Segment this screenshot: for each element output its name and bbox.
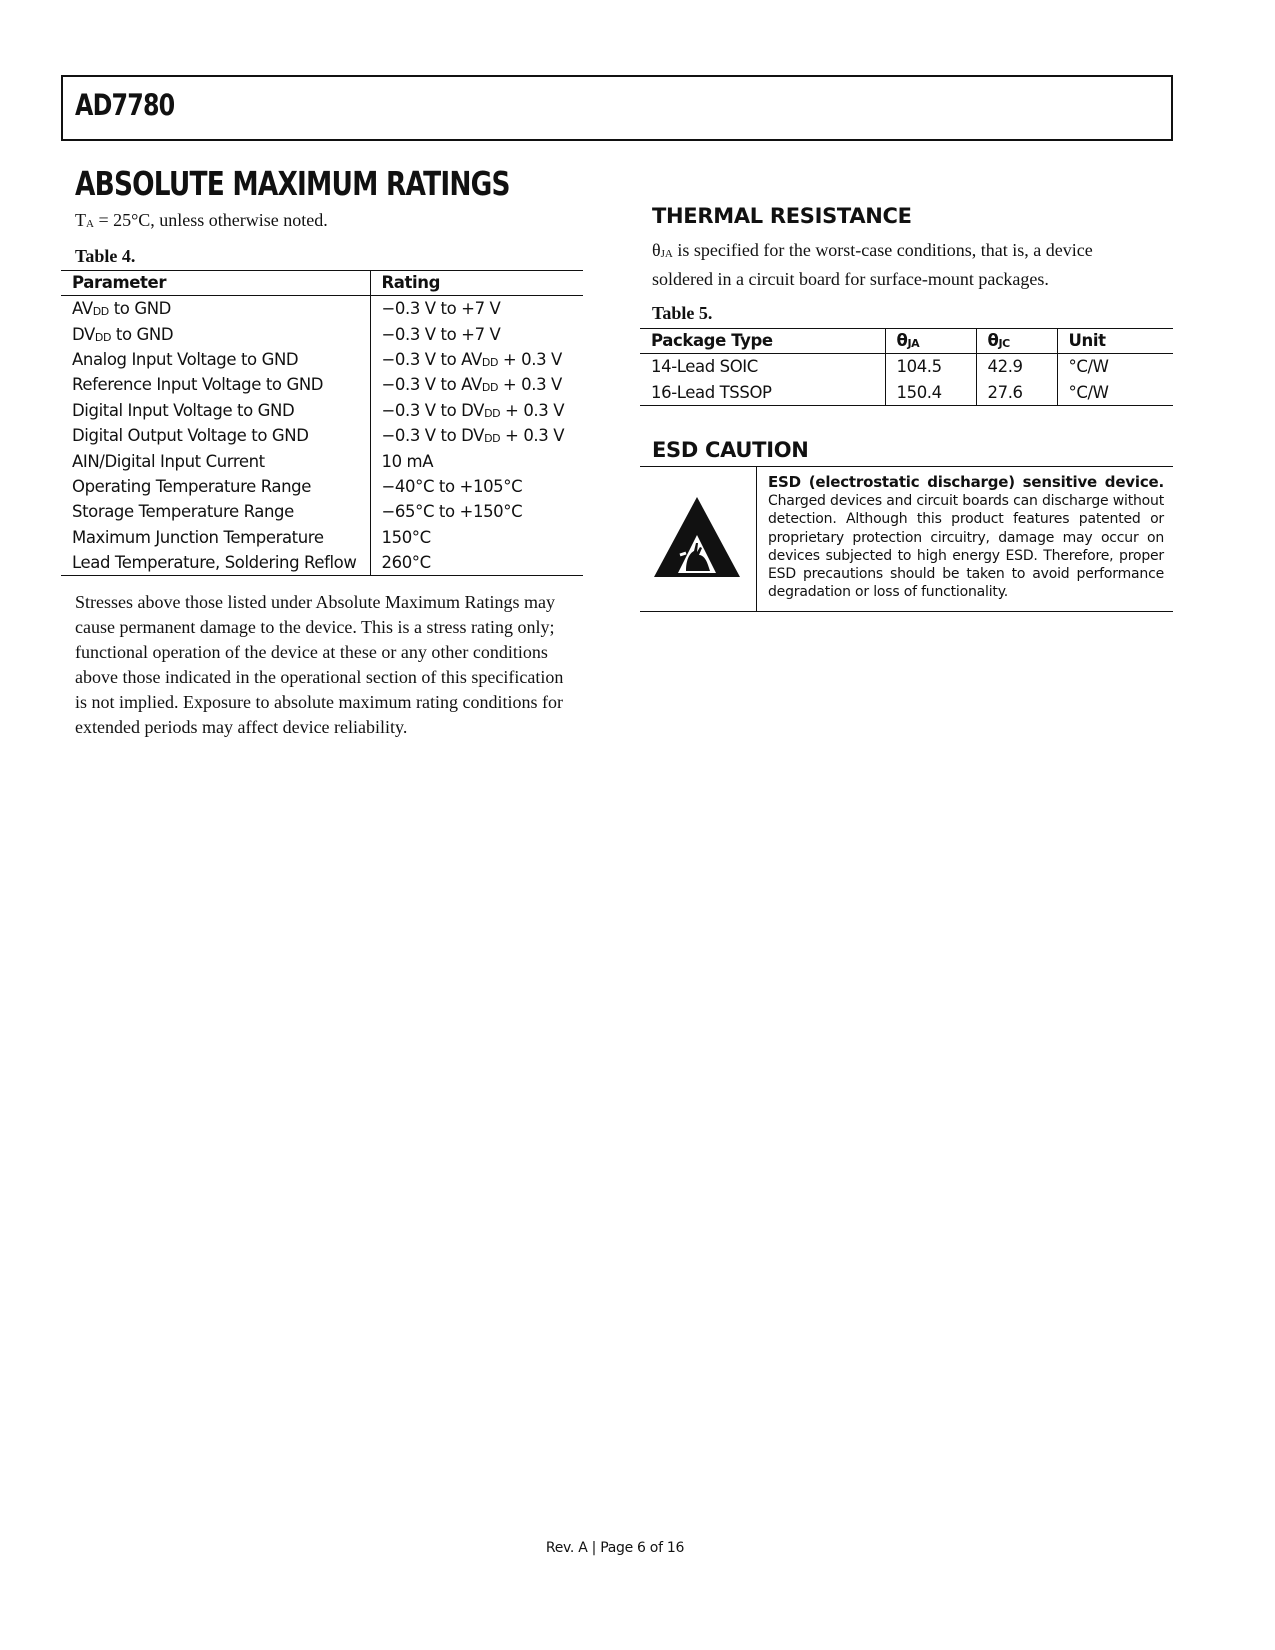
esd-body: Charged devices and circuit boards can discharge without detection. Although this product features patented or proprietary protection circuitry, damage may occur on devices subjected to high energy ESD. Therefore, proper ESD precautions should be taken to avoid performance degradation or loss of functionality. [768, 493, 1164, 601]
table-header-row [61, 271, 583, 296]
parameter-cell [61, 347, 370, 372]
unit-cell: °C/W [1057, 354, 1173, 380]
cell-text: Digital Input Voltage to GND [72, 400, 295, 420]
table-row [61, 448, 583, 473]
rating-cell [370, 525, 583, 550]
cell-text: −0.3 V to AV [381, 375, 482, 395]
stress-disclaimer: Stresses above those listed under Absolute Maximum Ratings may cause permanent damage to the device. This is a stress rating only; functional operation of the device at these or any other conditions above those indicated in the operational section of this specification is not implied. Exposure to absolute maximum rating conditions for extended periods may affect device reliability. [75, 592, 564, 737]
header-text: Unit [1068, 331, 1106, 350]
parameter-cell [61, 296, 370, 322]
cell-text: + 0.3 V [500, 400, 565, 420]
table-row [640, 379, 1173, 405]
esd-caution-text [768, 473, 1164, 601]
cell-text: AV [72, 299, 93, 319]
column-header-theta-jc [976, 329, 1057, 354]
cell-text: to GND [111, 324, 174, 344]
table-body [61, 296, 583, 576]
esd-warning-icon [650, 495, 744, 581]
cell-text: Maximum Junction Temperature [72, 527, 324, 547]
column-header-rating: Rating [370, 271, 583, 296]
section-title-thermal-resistance: THERMAL RESISTANCE [652, 204, 912, 228]
column-header-parameter: Parameter [61, 271, 370, 296]
page-footer: Rev. A | Page 6 of 16 [545, 1540, 685, 1556]
cell-text: −40°C to +105°C [381, 476, 523, 496]
package-type-cell: 16-Lead TSSOP [640, 379, 885, 405]
header-subscript: JC [998, 337, 1010, 350]
rating-cell [370, 347, 583, 372]
rating-cell [370, 499, 583, 524]
cell-text: −65°C to +150°C [381, 502, 523, 522]
rating-cell [370, 321, 583, 346]
cell-text: 150°C [381, 527, 431, 547]
rating-cell [370, 372, 583, 397]
subscript: DD [481, 355, 499, 369]
parameter-cell [61, 525, 370, 550]
cell-text: −0.3 V to AV [381, 349, 482, 369]
table-row [61, 550, 583, 576]
absolute-max-ratings-table [61, 270, 583, 576]
cell-text: Digital Output Voltage to GND [72, 426, 309, 446]
rating-cell [370, 448, 583, 473]
cell-text: Analog Input Voltage to GND [72, 349, 299, 369]
rating-cell [370, 398, 583, 423]
package-type-cell: 14-Lead SOIC [651, 357, 758, 377]
table-row [61, 398, 583, 423]
cell-text: −0.3 V to DV [381, 400, 485, 420]
theta-ja-cell: 150.4 [885, 379, 976, 405]
thermal-intro-text: is specified for the worst-case conditions, that is, a device soldered in a circuit board for surface-mount packages. [652, 240, 1093, 289]
header-box [61, 75, 1173, 141]
cell-text: to GND [108, 299, 171, 319]
header-text: Package Type [651, 331, 773, 350]
table-row [61, 474, 583, 499]
table-row [61, 372, 583, 397]
unit-cell: °C/W [1057, 379, 1173, 405]
rating-cell [370, 474, 583, 499]
table-row [61, 525, 583, 550]
subscript: DD [484, 406, 501, 420]
rating-cell [370, 296, 583, 322]
temp-subscript: A [86, 218, 94, 230]
subscript: DD [92, 305, 109, 319]
header-text: θ [987, 331, 999, 350]
section-title-absolute-maximum-ratings: ABSOLUTE MAXIMUM RATINGS [75, 164, 510, 203]
cell-text: 260°C [381, 553, 431, 573]
table-row [61, 423, 583, 448]
theta-ja-cell: 104.5 [885, 354, 976, 380]
cell-text: Lead Temperature, Soldering Reflow [72, 553, 357, 573]
column-header-unit [1057, 329, 1173, 354]
cell-text: + 0.3 V [498, 349, 562, 369]
parameter-cell [61, 550, 370, 576]
parameter-cell [61, 423, 370, 448]
part-number: AD7780 [75, 88, 175, 122]
table-row [61, 347, 583, 372]
conditions-text: = 25°C, unless otherwise noted. [93, 210, 328, 230]
table-row [61, 296, 583, 322]
header-text: θ [896, 331, 908, 350]
cell-text: DV [72, 324, 95, 344]
column-header-theta-ja [885, 329, 976, 354]
conditions-note [75, 208, 328, 237]
theta-jc-cell: 27.6 [976, 379, 1057, 405]
section-title-esd-caution: ESD CAUTION [652, 438, 809, 462]
cell-text: −0.3 V to DV [381, 426, 485, 446]
subscript: DD [94, 330, 112, 344]
header-subscript: JA [907, 337, 920, 350]
parameter-cell [61, 499, 370, 524]
cell-text: −0.3 V to +7 V [381, 299, 501, 319]
column-header-package-type [640, 329, 885, 354]
esd-caution-box [640, 466, 1173, 612]
subscript: DD [484, 432, 501, 446]
rating-cell [370, 550, 583, 576]
parameter-cell [61, 372, 370, 397]
theta-jc-cell: 42.9 [976, 354, 1057, 380]
cell-text: AIN/Digital Input Current [72, 451, 265, 471]
cell-text: Storage Temperature Range [72, 502, 294, 522]
rating-cell [370, 423, 583, 448]
cell-text: Operating Temperature Range [72, 476, 311, 496]
table-header-row [640, 329, 1173, 354]
cell-text: + 0.3 V [498, 375, 562, 395]
theta-subscript: JA [660, 248, 673, 260]
theta-symbol: θ [652, 240, 661, 260]
cell-text: 10 mA [381, 451, 434, 471]
parameter-cell [61, 321, 370, 346]
parameter-cell [61, 398, 370, 423]
parameter-cell [61, 474, 370, 499]
cell-text: Reference Input Voltage to GND [72, 375, 324, 395]
table-body [640, 354, 1173, 406]
thermal-resistance-table [640, 328, 1173, 406]
cell-text: −0.3 V to +7 V [381, 324, 501, 344]
table-5-caption: Table 5. [652, 303, 713, 323]
esd-lead: ESD (electrostatic discharge) sensitive device. [768, 473, 1164, 491]
esd-divider [756, 467, 757, 611]
table-row [61, 499, 583, 524]
table-row [640, 354, 1173, 380]
table-4-caption: Table 4. [75, 246, 136, 266]
cell-text: + 0.3 V [500, 426, 565, 446]
subscript: DD [481, 381, 499, 395]
temp-symbol: T [75, 210, 86, 230]
parameter-cell [61, 448, 370, 473]
thermal-intro [652, 238, 1152, 292]
table-row [61, 321, 583, 346]
